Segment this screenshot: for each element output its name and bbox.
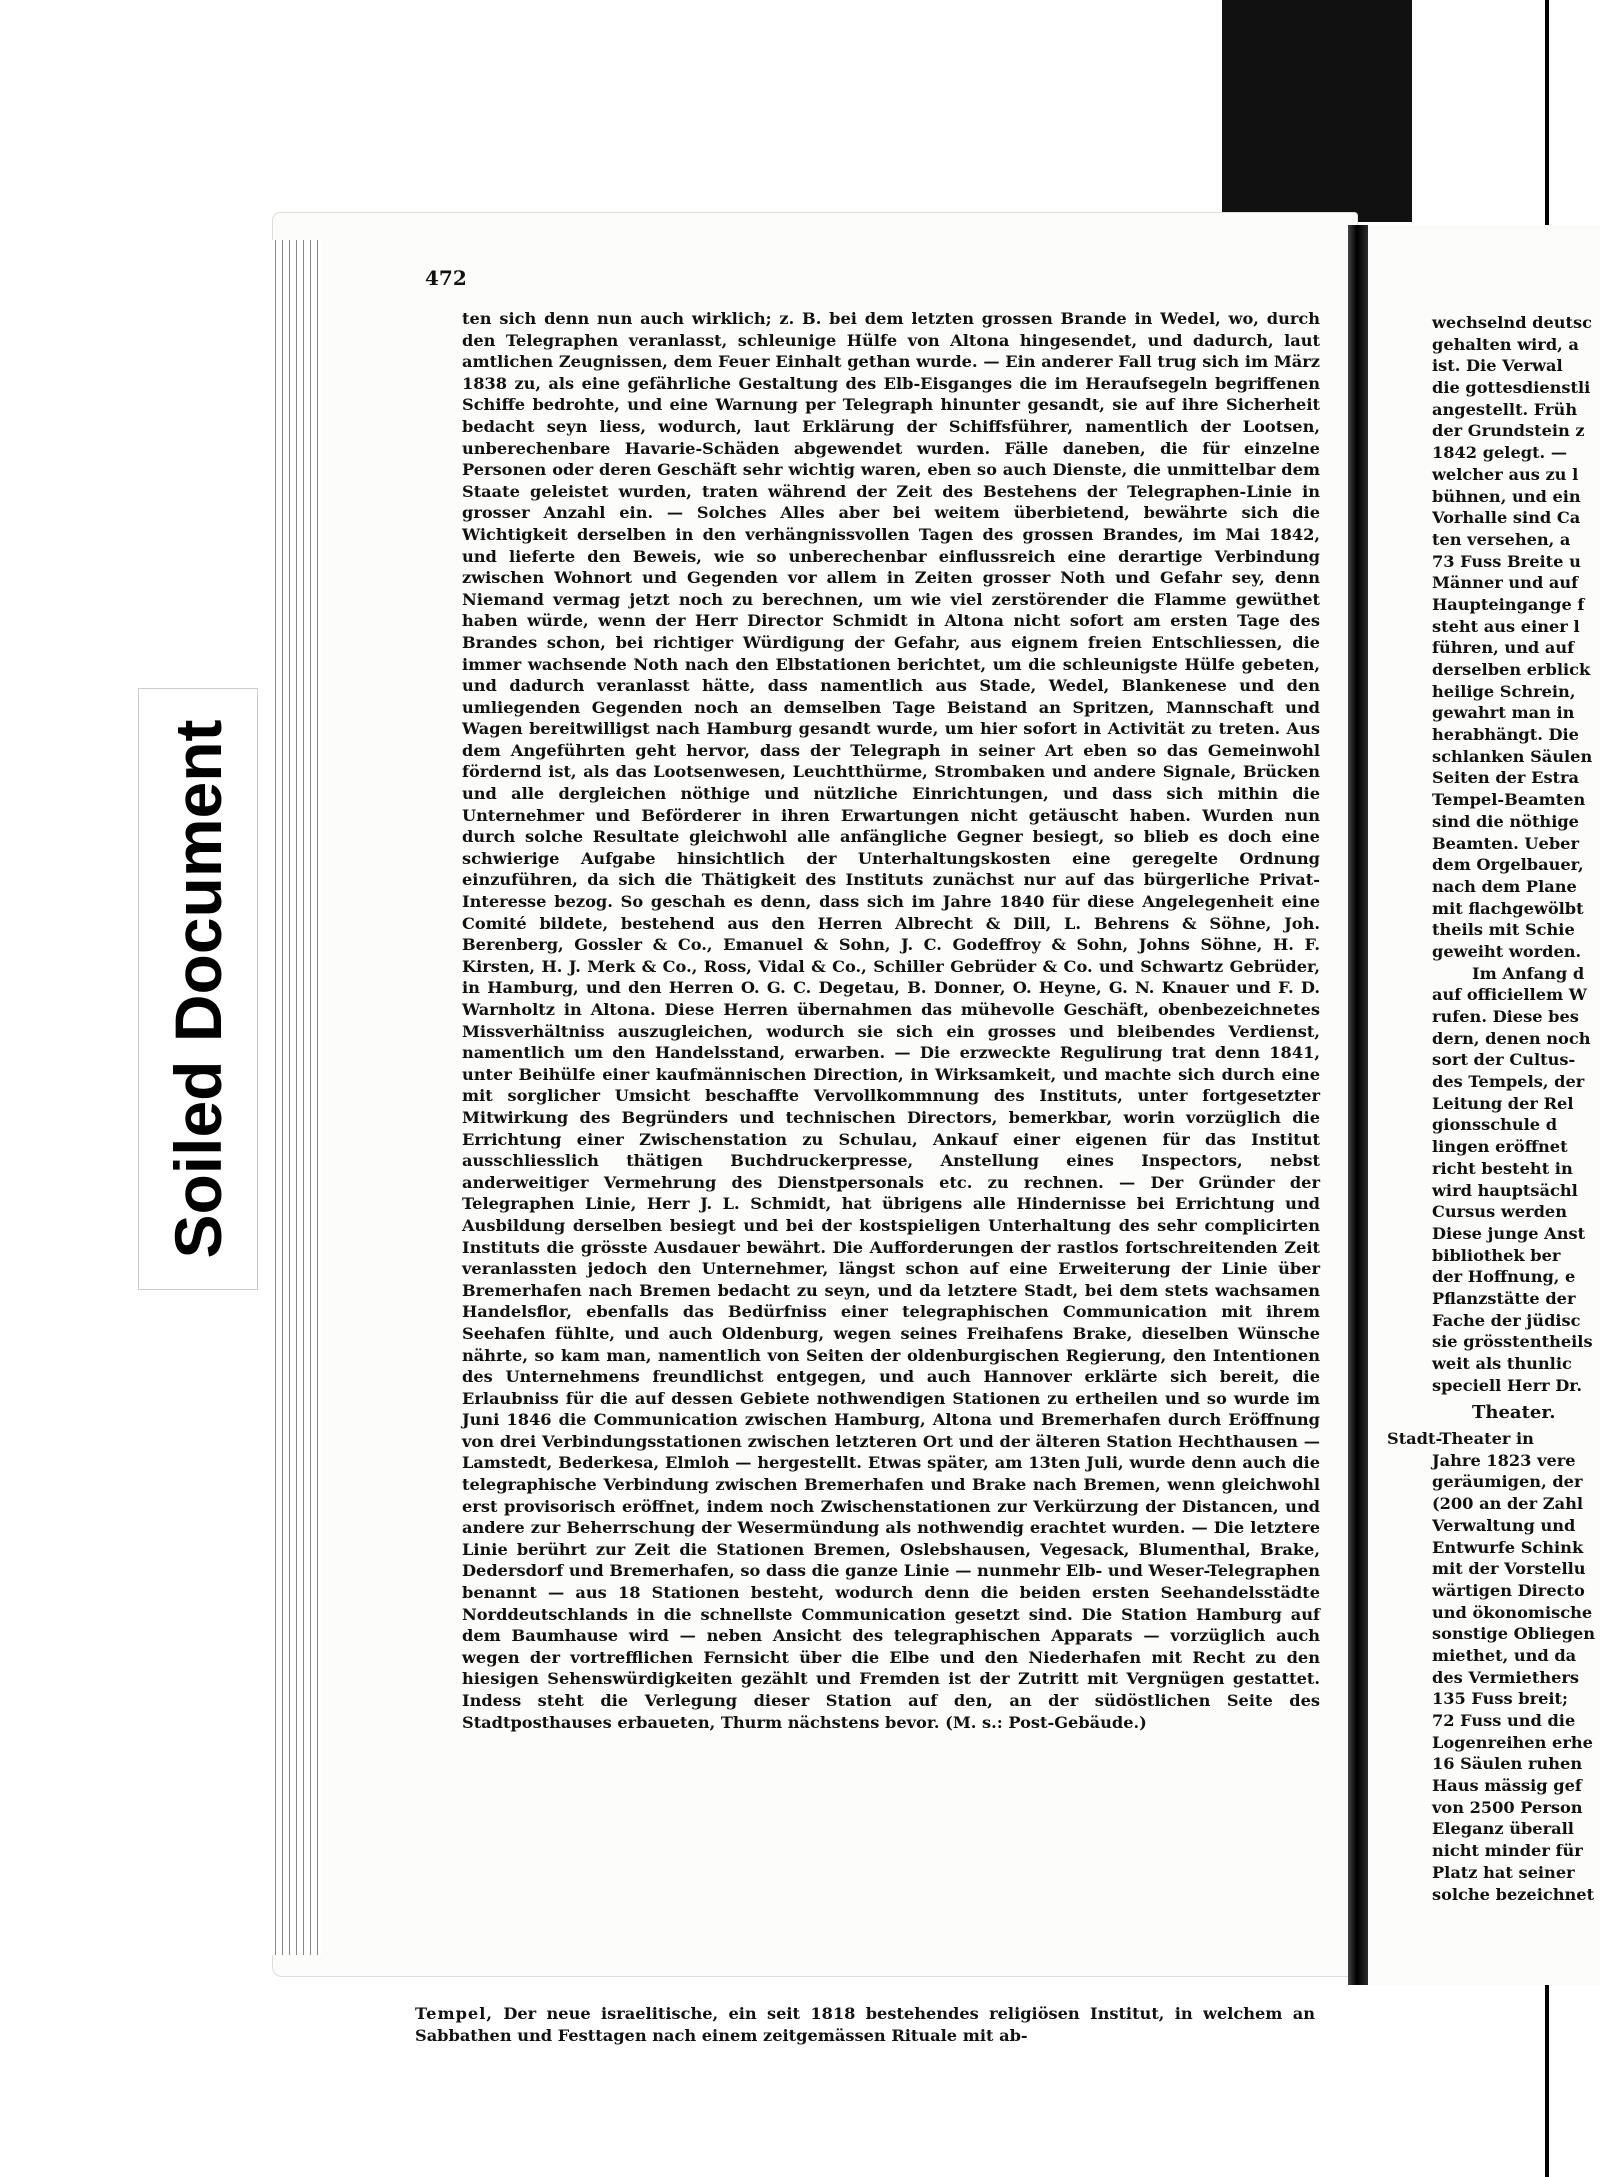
right-column-line: gehalten wird, a <box>1432 334 1579 354</box>
right-column-line: Diese junge Anst <box>1432 1223 1586 1243</box>
right-column-line: mit der Vorstellu <box>1432 1559 1586 1579</box>
right-column-line: sind die nöthige <box>1432 811 1579 831</box>
right-column-line: 135 Fuss breit; <box>1432 1689 1569 1709</box>
right-column-line: sonstige Obliegen <box>1432 1624 1596 1644</box>
right-column-line: lingen eröffnet <box>1432 1137 1568 1157</box>
right-column-line: geräumigen, der <box>1432 1472 1583 1492</box>
right-column-line: gewahrt man in <box>1432 703 1575 723</box>
right-column-line: welcher aus zu l <box>1432 464 1579 484</box>
page-edge <box>272 240 322 1955</box>
right-column-line: Platz hat seiner <box>1432 1862 1575 1882</box>
right-column-line: Entwurfe Schink <box>1432 1537 1584 1557</box>
right-column-line: geweiht worden. <box>1432 941 1582 961</box>
right-column-line: auf officiellem W <box>1432 985 1587 1005</box>
page-number: 472 <box>425 266 467 290</box>
right-text-column <box>1387 312 1600 1905</box>
right-column-line: der Grundstein z <box>1432 421 1585 441</box>
right-column-line: Seiten der Estra <box>1432 768 1580 788</box>
right-column-line: Beamten. Ueber <box>1432 833 1579 853</box>
right-column-line: wechselnd deutsc <box>1432 313 1592 332</box>
right-column-line: bühnen, und ein <box>1432 486 1581 506</box>
right-column-line: Im Anfang d <box>1472 963 1585 983</box>
right-column-line: speciell Herr Dr. <box>1432 1375 1582 1395</box>
right-column-line: 16 Säulen ruhen <box>1432 1754 1583 1774</box>
right-column-line: Leitung der Rel <box>1432 1093 1574 1113</box>
right-column-line: mit flachgewölbt <box>1432 898 1584 918</box>
right-column-line: solche bezeichnet <box>1432 1884 1595 1904</box>
entry-text: Der neue israelitische, ein seit 1818 bestehendes religiösen Institut, in welchem an Sabbathen und Festtagen nach einem zeitgemässen Rituale mit ab- <box>415 2004 1315 2045</box>
right-column-line: bibliothek ber <box>1432 1245 1561 1265</box>
right-column-line: Männer und auf <box>1432 573 1579 593</box>
right-column-line: Haupteingange f <box>1432 594 1585 614</box>
right-column-line: gionsschule d <box>1432 1115 1558 1135</box>
right-column-line: wird hauptsächl <box>1432 1180 1578 1200</box>
scan-shadow-top <box>1222 0 1412 222</box>
right-column-line: und ökonomische <box>1432 1602 1593 1622</box>
right-column-line: von 2500 Person <box>1432 1797 1583 1817</box>
theater-heading: Theater. <box>1472 1402 1556 1424</box>
entry-keyword: Tempel, <box>415 2004 494 2023</box>
right-column-line: nicht minder für <box>1432 1841 1583 1861</box>
right-column-line: führen, und auf <box>1432 638 1575 658</box>
right-column-line: ten versehen, a <box>1432 529 1571 549</box>
right-column-line: weit als thunlic <box>1432 1354 1572 1373</box>
right-column-line: Tempel-Beamten <box>1432 790 1586 810</box>
right-column-line: angestellt. Früh <box>1432 399 1578 419</box>
right-column-line: derselben erblick <box>1432 660 1591 679</box>
right-column-line: der Hoffnung, e <box>1432 1267 1576 1287</box>
right-column-line: Verwaltung und <box>1432 1515 1576 1535</box>
right-column-line: des Vermiethers <box>1432 1667 1580 1687</box>
right-column-line: wärtigen Directo <box>1432 1580 1585 1600</box>
right-column-line: die gottesdienstli <box>1432 378 1591 398</box>
right-column-line: Jahre 1823 vere <box>1432 1450 1576 1470</box>
right-column-line: Logenreihen erhe <box>1432 1732 1593 1752</box>
paragraph: ten sich denn nun auch wirklich; z. B. bei dem letzten grossen Brande in Wedel, wo, durch den Telegraphen veranlasst, schleunige Hülfe von Altona hingesendet, und dadurch, laut amtlichen Zeugnissen, dem Feuer Einhalt gethan wurde. — Ein anderer Fall trug sich im März 1838 zu, als eine gefährliche Gestaltung des Elb-Eisganges die im Heraufsegeln begriffenen Schiffe bedrohte, und eine Warnung per Telegraph hinunter gesandt, sie auf ihre Sicherheit bedacht seyn liess, wodurch, laut Erklärung der Schiffsführer, namentlich der Lootsen, unberechenbare Havarie-Schäden abgewendet wurden. Fälle daneben, die für einzelne Personen oder deren Geschäft sehr wichtig waren, eben so auch Dienste, die unmittelbar dem Staate geleistet wurden, traten während der Zeit des Bestehens der Telegraphen-Linie in grosser Anzahl ein. — Solches Alles aber bei weitem überbietend, bewährte sich die Wichtigkeit derselben in den verhängnissvollen Tagen des grossen Brandes, im Mai 1842, und lieferte den Beweis, wie so unberechenbar einflussreich eine derartige Verbindung zwischen Wohnort und Gegenden vor allem in Zeiten grosser Noth und Gefahr sey, denn Niemand vermag jetzt noch zu berechnen, um wie viel zerstörender die Flamme gewüthet haben würde, wenn der Herr Director Schmidt in Altona nicht sofort am ersten Tage des Brandes schon, bei richtiger Würdigung der Gefahr, aus eignem freien Entschliessen, die immer wachsende Noth nach den Elbstationen berichtet, um die schleunigste Hülfe gebeten, und dadurch veranlasst hätte, dass namentlich aus Stade, Wedel, Blankenese und den umliegenden Gegenden noch an demselben Tage Beistand an Spritzen, Mannschaft und Wagen bereitwilligst nach Hamburg gesandt wurde, um hier sofort in Activität zu treten. Aus dem Angeführten geht hervor, dass der Telegraph in seiner Art eben so das Gemeinwohl fördernd ist, als das Lootsenwesen, Leuchtthürme, Strombaken und andere Signale, Brücken und alle dergleichen nöthige und nützliche Einrichtungen, und dass sich mithin die Unternehmer und Beförderer in ihren Erwartungen nicht getäuscht haben. Wurden nun durch solche Resultate gleichwohl alle anfängliche Gegner besiegt, so blieb es doch eine schwierige Aufgabe hinsichtlich der Unterhaltungskosten eine geregelte Ordnung einzuführen, da sich die Thätigkeit des Instituts zunächst nur auf das bürgerliche Privat-Interesse bezog. So geschah es denn, dass sich im Jahre 1840 für diese Angelegenheit eine Comité bildete, bestehend aus den Herren Albrecht & Dill, L. Behrens & Söhne, Joh. Berenberg, Gossler & Co., Emanuel & Sohn, J. C. Godeffroy & Sohn, Johns Söhne, H. F. Kirsten, H. J. Merk & Co., Ross, Vidal & Co., Schiller Gebrüder & Co. und Schwartz Gebrüder, in Hamburg, und den Herren O. G. C. Degetau, B. Donner, O. Heyne, G. N. Knauer und F. D. Warnholtz in Altona. Diese Herren übernahmen das mühevolle Geschäft, obenbezeichnetes Missverhältniss auszugleichen, wodurch sie sich ein grosses und bleibendes Verdienst, namentlich um den Handelsstand, erwarben. — Die erzweckte Regulirung trat denn 1841, unter Beihülfe einer kaufmännischen Direction, in Wirksamkeit, und machte sich durch eine mit sorglicher Umsicht beschaffte Vervollkommnung des Instituts, unter fortgesetzter Mitwirkung des Begründers und technischen Directors, bemerkbar, worin vorzüglich die Errichtung einer Zwischenstation zu Schulau, Ankauf einer eigenen für das Institut ausschliesslich thätigen Buchdruckerpresse, Anstellung eines Inspectors, nebst anderweitiger Vermehrung des Dienstpersonals etc. zu rechnen. — Der Gründer der Telegraphen Linie, Herr J. L. Schmidt, hat übrigens alle Hindernisse bei Errichtung und Ausbildung derselben besiegt und bei der kostspieligen Unterhaltung des sehr complicirten Instituts die grösste Ausdauer bewährt. Die Aufforderungen der rastlos fortschreitenden Zeit veranlassten jedoch den Unternehmer, längst schon auf eine Erweiterung der Linie über Bremerhafen nach Bremen bedacht zu seyn, und da letztere Stadt, bei dem stets wachsamen Handelsflor, ebenfalls das Bedürfniss einer telegraphischen Communication mit ihrem Seehafen fühlte, und auch Oldenburg, wegen seines Freihafens Brake, dieselben Wünsche nährte, so kam man, namentlich von Seiten der oldenburgischen Regierung, den Intentionen des Unternehmens freundlichst entgegen, und auch Hannover erklärte sich bereit, die Erlaubniss für die auf dessen Gebiete nothwendigen Stationen zu ertheilen und so wurde im Juni 1846 die Communication zwischen Hamburg, Altona und Bremerhafen durch Eröffnung von drei Verbindungsstationen zwischen letzteren Ort und der älteren Station Hechthausen — Lamstedt, Bederkesa, Elmloh — hergestellt. Etwas später, am 13ten Juli, wurde denn auch die telegraphische Verbindung zwischen Bremerhafen und Brake nach Bremen, wenn gleichwohl erst provisorisch eröffnet, indem noch Zwischenstationen zur Verkürzung der Distancen, und andere zur Beherrschung der Wesermündung als nothwendig erachtet wurden. — Die letztere Linie berührt zur Zeit die Stationen Bremen, Oslebshausen, Vegesack, Blumenthal, Brake, Dedersdorf und Bremerhafen, so dass die ganze Linie — nunmehr Elb- und Weser-Telegraphen benannt — aus 18 Stationen besteht, wodurch denn die beiden ersten Seehandelsstädte Norddeutschlands in die schnellste Communication gesetzt sind. Die Station Hamburg auf dem Baumhause wird — neben Ansicht des telegraphischen Apparats — vorzüglich auch wegen der vortrefflichen Fernsicht über die Elbe und den Niederhafen mit Recht zu den hiesigen Sehenswürdigkeiten gezählt und Fremden ist der Zutritt mit Vergnügen gestattet. Indess steht die Verlegung dieser Station auf den, an der südöstlichen Seite des Stadtposthauses erbaueten, Thurm nächstens bevor. (M. s.: Post-Gebäude.) <box>462 309 1320 1732</box>
right-column-line: Eleganz überall <box>1432 1819 1574 1839</box>
stamp-text: Soiled Document <box>161 719 235 1259</box>
right-column-line: dem Orgelbauer, <box>1432 855 1584 875</box>
right-column-line: steht aus einer l <box>1432 616 1580 636</box>
right-column-line: 72 Fuss und die <box>1432 1711 1576 1731</box>
tempel-entry <box>415 2003 1315 2046</box>
right-column-line: dern, denen noch <box>1432 1028 1591 1048</box>
right-column-line: sie grösstentheils <box>1432 1332 1593 1352</box>
right-column-line: ist. Die Verwal <box>1432 356 1563 376</box>
right-column-line: Vorhalle sind Ca <box>1432 508 1581 528</box>
right-column-line: (200 an der Zahl <box>1432 1494 1583 1514</box>
right-column-line: schlanken Säulen <box>1432 746 1593 766</box>
right-column-line: Cursus werden <box>1432 1202 1567 1222</box>
soiled-document-stamp <box>138 688 258 1290</box>
main-text-column <box>462 308 1320 1733</box>
right-column-line: Fache der jüdisc <box>1432 1310 1581 1330</box>
right-column-line: heilige Schrein, <box>1432 681 1576 701</box>
right-column-line: 73 Fuss Breite u <box>1432 551 1581 571</box>
right-column-line: richt besteht in <box>1432 1158 1573 1178</box>
right-column-line: 1842 gelegt. — <box>1432 443 1568 463</box>
right-column-line: rufen. Diese bes <box>1432 1007 1579 1026</box>
right-column-line: Stadt-Theater in <box>1387 1429 1534 1449</box>
right-column-line: Pflanzstätte der <box>1432 1288 1576 1308</box>
right-column-line: nach dem Plane <box>1432 876 1577 896</box>
right-column-line: miethet, und da <box>1432 1645 1577 1665</box>
book-gutter <box>1348 225 1370 1985</box>
right-column-line: Haus mässig gef <box>1432 1776 1582 1796</box>
right-column-line: herabhängt. Die <box>1432 725 1579 745</box>
right-column-line: theils mit Schie <box>1432 920 1575 940</box>
right-column-line: sort der Cultus- <box>1432 1050 1576 1070</box>
right-column-line: des Tempels, der <box>1432 1072 1585 1092</box>
